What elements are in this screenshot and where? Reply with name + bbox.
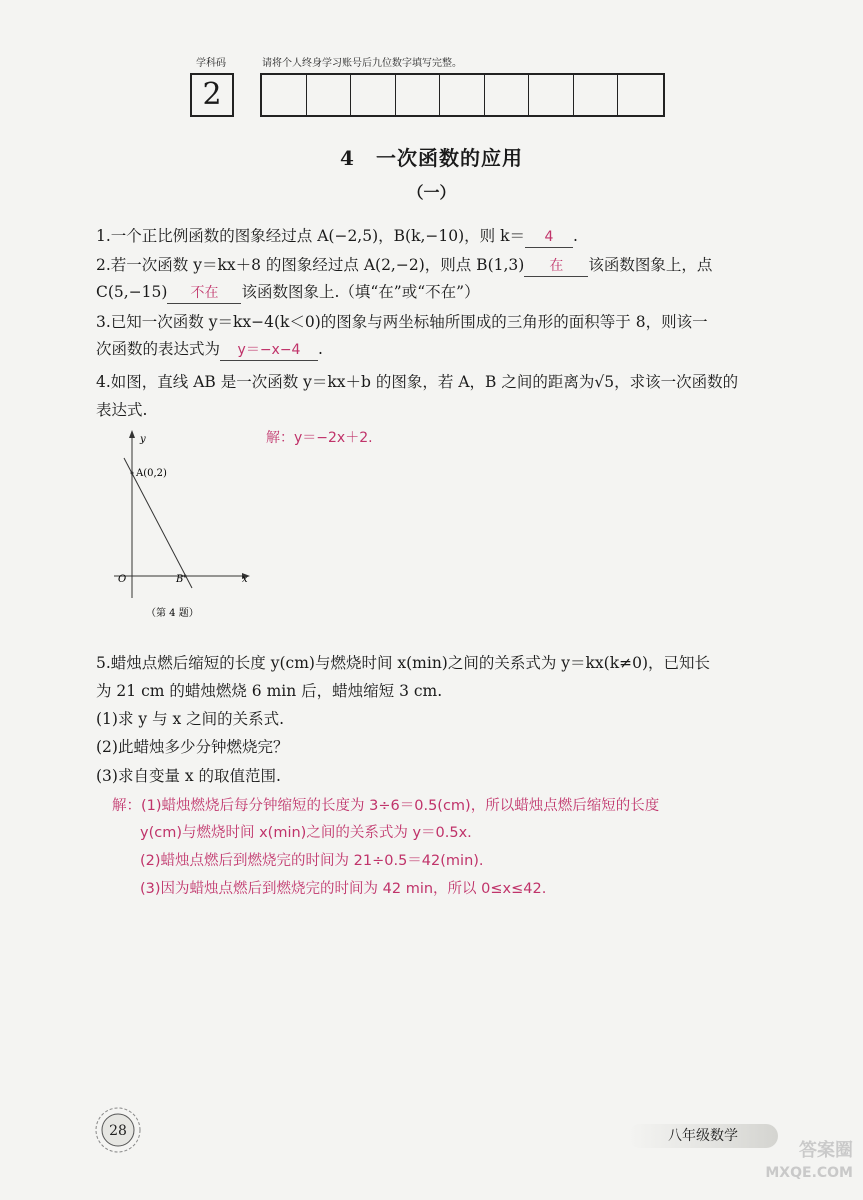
point-a xyxy=(131,472,134,475)
id-cell[interactable] xyxy=(351,75,396,115)
question-2-line-2 xyxy=(96,282,480,304)
question-5-solution-1b: y(cm)与燃烧时间 x(min)之间的关系式为 y＝0.5x. xyxy=(140,825,472,841)
question-3-text: 次函数的表达式为 xyxy=(96,340,221,358)
question-5-solution-1a: 解：(1)蜡烛燃烧后每分钟缩短的长度为 3÷6＝0.5(cm)，所以蜡烛点燃后缩短的长度 xyxy=(112,798,660,814)
id-cell[interactable] xyxy=(307,75,352,115)
y-axis-label: y xyxy=(140,434,146,445)
question-5-line-2: 为 21 cm 的蜡烛燃烧 6 min 后，蜡烛缩短 3 cm. xyxy=(96,682,443,700)
id-cell[interactable] xyxy=(618,75,663,115)
question-2-answer-1: 在 xyxy=(524,256,588,277)
figure-caption: （第 4 题） xyxy=(146,608,199,619)
question-3-end: . xyxy=(318,340,323,358)
question-4-figure xyxy=(108,428,258,628)
question-5-solution-2: (2)蜡烛点燃后到燃烧完的时间为 21÷0.5＝42(min). xyxy=(140,853,484,869)
question-2-text-c: C(5,−15) xyxy=(96,283,168,301)
id-instruction: 请将个人终身学习账号后九位数字填写完整。 xyxy=(262,58,462,69)
x-axis-label: x xyxy=(242,574,248,585)
question-3-answer: y＝−x−4 xyxy=(220,340,318,361)
question-3-line-2 xyxy=(96,339,323,361)
question-2-line-1 xyxy=(96,255,712,277)
question-2-text-a: 2.若一次函数 y＝kx＋8 的图象经过点 A(2,−2)，则点 B(1,3) xyxy=(96,256,525,274)
subject-code-label: 学科码 xyxy=(196,58,226,69)
question-2-text-d: 该函数图象上.（填“在”或“不在”） xyxy=(241,283,480,301)
watermark xyxy=(765,1140,853,1184)
page-subtitle: （一） xyxy=(407,183,456,202)
point-a-label: A(0,2) xyxy=(136,468,167,479)
question-4-line-1: 4.如图，直线 AB 是一次函数 y＝kx＋b 的图象，若 A，B 之间的距离为√5，求该一次函数的 xyxy=(96,373,739,391)
question-1 xyxy=(96,226,578,248)
question-2-text-b: 该函数图象上，点 xyxy=(588,256,713,274)
watermark-bottom: MXQE.COM xyxy=(765,1165,853,1181)
question-5-solution-3: (3)因为蜡烛点燃后到燃烧完的时间为 42 min，所以 0≤x≤42. xyxy=(140,881,547,897)
question-5-part-2: (2)此蜡烛多少分钟燃烧完？ xyxy=(96,738,289,756)
page-title: 4 一次函数的应用 xyxy=(340,146,523,170)
id-cell[interactable] xyxy=(529,75,574,115)
point-b-label: B xyxy=(176,574,184,585)
point-b xyxy=(184,575,187,578)
grade-subject-label: 八年级数学 xyxy=(628,1124,778,1148)
watermark-top: 答案圈 xyxy=(799,1140,853,1161)
question-1-end: . xyxy=(572,227,578,245)
question-5-part-1: (1)求 y 与 x 之间的关系式. xyxy=(96,710,285,728)
y-axis-arrow xyxy=(129,430,135,438)
question-4-solution: 解：y＝−2x＋2. xyxy=(266,430,373,446)
id-cell[interactable] xyxy=(574,75,619,115)
id-cell[interactable] xyxy=(440,75,485,115)
id-cell[interactable] xyxy=(396,75,441,115)
question-3-line-1: 3.已知一次函数 y＝kx−4(k＜0)的图象与两坐标轴所围成的三角形的面积等于 8，则该一 xyxy=(96,313,708,331)
id-cell[interactable] xyxy=(485,75,530,115)
origin-label: O xyxy=(118,574,127,585)
id-cell[interactable] xyxy=(262,75,307,115)
question-5-line-1: 5.蜡烛点燃后缩短的长度 y(cm)与燃烧时间 x(min)之间的关系式为 y＝kx(k≠0)，已知长 xyxy=(96,654,711,672)
question-2-answer-2: 不在 xyxy=(167,283,241,304)
question-5-part-3: (3)求自变量 x 的取值范围. xyxy=(96,767,281,785)
question-4-line-2: 表达式. xyxy=(96,401,148,419)
subject-code-box: 2 xyxy=(190,73,234,117)
question-1-text: 1.一个正比例函数的图象经过点 A(−2,5)，B(k,−10)，则 k＝ xyxy=(96,227,525,245)
id-number-cells xyxy=(260,73,665,117)
question-1-answer: 4 xyxy=(525,227,573,248)
page-number-badge xyxy=(92,1104,144,1156)
page-number: 28 xyxy=(109,1123,127,1139)
